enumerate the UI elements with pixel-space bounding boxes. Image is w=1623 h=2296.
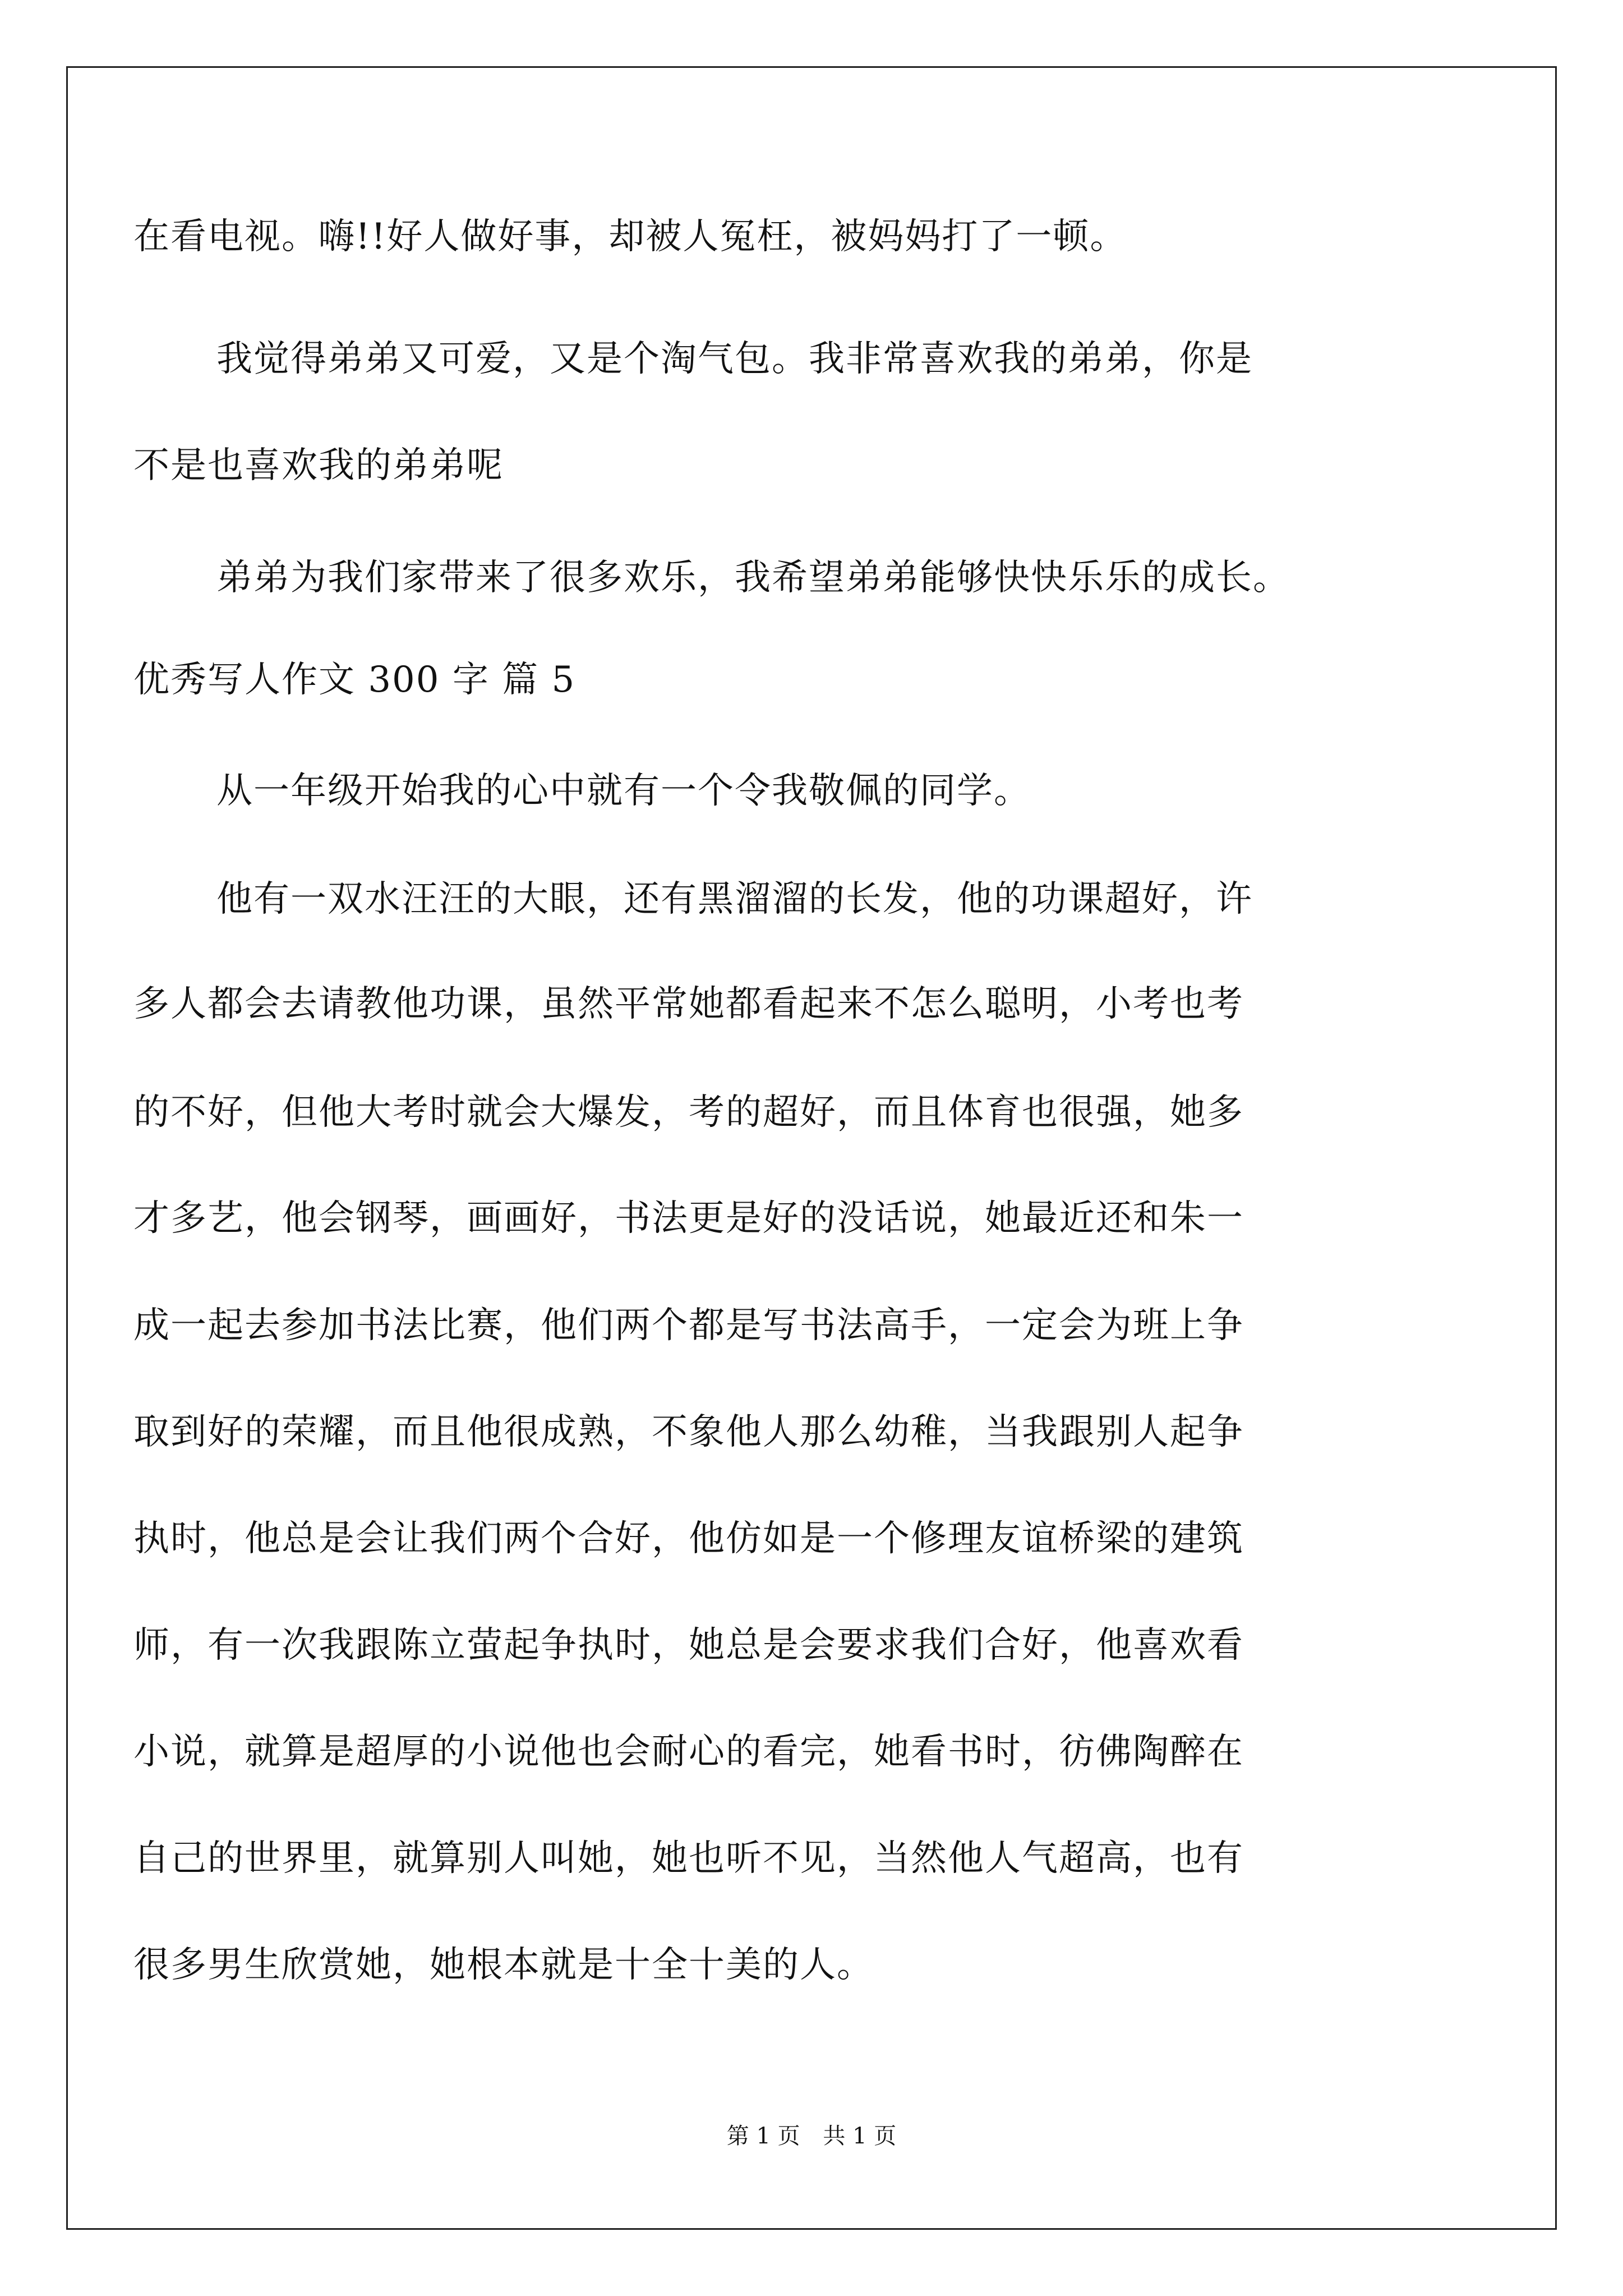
page-number: 第 1 页 xyxy=(726,2123,800,2149)
text-line: 的不好，但他大考时就会大爆发，考的超好，而且体育也很强，她多 xyxy=(133,1092,1244,1133)
text-line: 才多艺，他会钢琴，画画好，书法更是好的没话说，她最近还和朱一 xyxy=(133,1198,1244,1239)
section-heading: 优秀写人作文 300 字 篇 5 xyxy=(133,659,576,701)
text-line: 很多男生欣赏她，她根本就是十全十美的人。 xyxy=(133,1944,874,1986)
text-line: 小说，就算是超厚的小说他也会耐心的看完，她看书时，彷佛陶醉在 xyxy=(133,1731,1244,1773)
paragraph-line: 他有一双水汪汪的大眼，还有黑溜溜的长发，他的功课超好，许 xyxy=(216,878,1253,920)
page-footer xyxy=(0,2122,1623,2150)
text-line: 师，有一次我跟陈立萤起争执时，她总是会要求我们合好，他喜欢看 xyxy=(133,1625,1244,1666)
text-line: 在看电视。嗨!!好人做好事，却被人冤枉，被妈妈打了一顿。 xyxy=(133,216,1127,257)
text-line: 成一起去参加书法比赛，他们两个都是写书法高手，一定会为班上争 xyxy=(133,1305,1244,1346)
page-total: 共 1 页 xyxy=(823,2123,897,2149)
paragraph-line: 从一年级开始我的心中就有一个令我敬佩的同学。 xyxy=(216,770,1031,812)
page-border xyxy=(66,66,1557,2230)
paragraph-line: 弟弟为我们家带来了很多欢乐，我希望弟弟能够快快乐乐的成长。 xyxy=(216,557,1290,599)
text-line: 自己的世界里，就算别人叫她，她也听不见，当然他人气超高，也有 xyxy=(133,1838,1244,1879)
text-line: 多人都会去请教他功课，虽然平常她都看起来不怎么聪明，小考也考 xyxy=(133,983,1244,1025)
text-line: 执时，他总是会让我们两个合好，他仿如是一个修理友谊桥梁的建筑 xyxy=(133,1518,1244,1559)
text-line: 取到好的荣耀，而且他很成熟，不象他人那么幼稚，当我跟别人起争 xyxy=(133,1411,1244,1453)
paragraph-line: 我觉得弟弟又可爱，又是个淘气包。我非常喜欢我的弟弟，你是 xyxy=(216,338,1253,380)
text-line: 不是也喜欢我的弟弟呢 xyxy=(133,445,504,486)
